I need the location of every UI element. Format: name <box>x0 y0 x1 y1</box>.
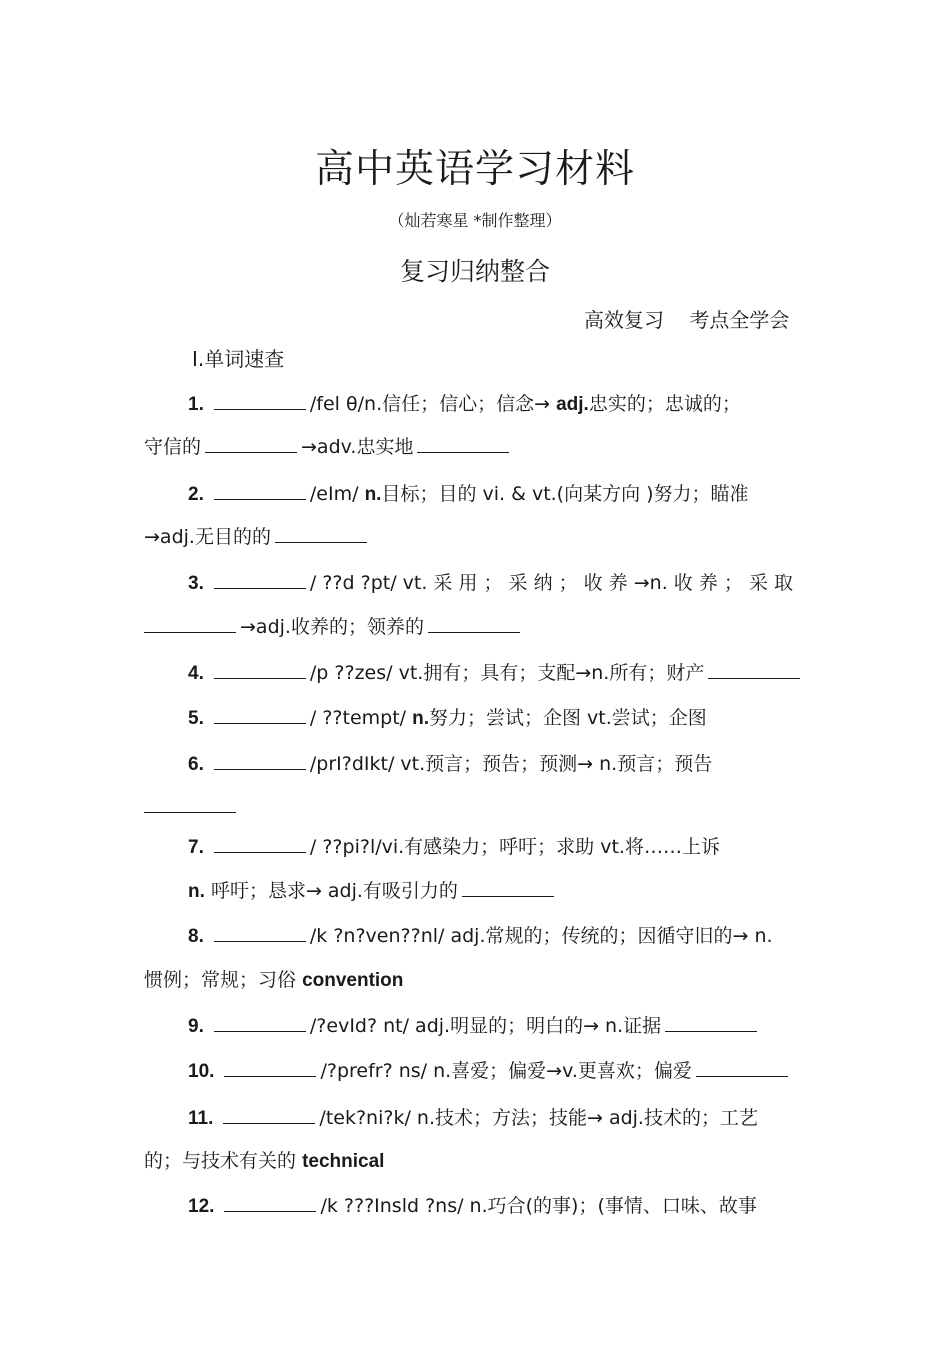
page-subtitle: （灿若寒星 *制作整理） <box>388 211 562 230</box>
answer-blank[interactable] <box>428 614 520 633</box>
answer-blank[interactable] <box>223 1105 315 1124</box>
item-text: /k ???Insld ?ns/ n.巧合(的事)；(事情、口味、故事 <box>320 1195 757 1217</box>
answer-blank[interactable] <box>214 1013 306 1032</box>
answer-blank[interactable] <box>214 391 306 410</box>
item-text: /?evId? nt/ adj.明显的；明白的→ n.证据 <box>309 1015 662 1037</box>
pos-label: adj. <box>556 394 589 415</box>
item-8-line-2 <box>144 965 403 992</box>
answer-blank[interactable] <box>224 1193 316 1212</box>
item-11-line-1 <box>188 1103 758 1130</box>
answer-blank[interactable] <box>708 660 800 679</box>
item-11-line-2 <box>144 1146 384 1173</box>
pos-label: n. <box>364 484 382 505</box>
item-7-line-2 <box>188 876 558 903</box>
item-text: /eIm/ <box>309 483 365 505</box>
item-text: 的；与技术有关的 <box>144 1150 297 1172</box>
item-3-line-2 <box>144 612 524 639</box>
item-12-line-1 <box>188 1191 757 1218</box>
tagline: 高效复习 考点全学会 <box>584 308 790 332</box>
item-6-line-1 <box>188 749 712 776</box>
answer-blank[interactable] <box>696 1058 788 1077</box>
answer-blank[interactable] <box>224 1058 316 1077</box>
item-text: / ??tempt/ <box>309 707 413 729</box>
answer-blank[interactable] <box>275 524 367 543</box>
item-4-line-1 <box>188 658 804 685</box>
item-number: 10. <box>188 1061 215 1082</box>
item-text: →adj.收养的；领养的 <box>240 616 424 638</box>
answer-blank[interactable] <box>214 834 306 853</box>
section-heading: 复习归纳整合 <box>399 257 550 286</box>
answer-blank[interactable] <box>214 660 306 679</box>
item-text: 惯例；常规；习俗 <box>144 969 297 991</box>
item-text: / ??d ?pt/ vt. 采 用 ； 采 纳 ； 收 养 →n. 收 养 ； 采 取 <box>309 572 793 594</box>
item-number: 1. <box>188 394 204 415</box>
item-1-line-1 <box>188 389 741 416</box>
item-8-line-1 <box>188 921 773 948</box>
item-3-line-1 <box>188 568 793 595</box>
answer-blank[interactable] <box>665 1013 757 1032</box>
item-text: →adj.无目的的 <box>144 526 271 548</box>
item-text: →adv.忠实地 <box>301 436 414 458</box>
item-text: /?prefr? ns/ n.喜爱；偏爱→v.更喜欢；偏爱 <box>320 1060 692 1082</box>
answer-blank[interactable] <box>214 705 306 724</box>
item-number: 11. <box>188 1108 214 1129</box>
answer-blank[interactable] <box>144 794 236 813</box>
answer-blank[interactable] <box>462 878 554 897</box>
item-number: 7. <box>188 837 204 858</box>
item-text: / ??pi?l/vi.有感染力；呼吁；求助 vt.将……上诉 <box>309 836 720 858</box>
answer-blank[interactable] <box>417 434 509 453</box>
item-text: 忠实的；忠诚的； <box>588 393 741 415</box>
item-text: /p ??zes/ vt.拥有；具有；支配→n.所有；财产 <box>309 662 705 684</box>
item-number: 6. <box>188 754 204 775</box>
pos-label: n. <box>188 881 205 902</box>
item-number: 8. <box>188 926 204 947</box>
item-number: 3. <box>188 573 204 594</box>
item-5-line-1 <box>188 703 707 730</box>
item-6-line-2 <box>144 794 240 818</box>
item-text: /tek?ni?k/ n.技术；方法；技能→ adj.技术的；工艺 <box>319 1107 758 1129</box>
item-text: /prI?dIkt/ vt.预言；预告；预测→ n.预言；预告 <box>309 753 713 775</box>
answer-word: technical <box>302 1151 385 1172</box>
page-title: 高中英语学习材料 <box>314 147 635 192</box>
answer-blank[interactable] <box>214 570 306 589</box>
item-2-line-2 <box>144 522 371 549</box>
item-7-line-1 <box>188 832 720 859</box>
item-number: 5. <box>188 708 204 729</box>
item-text: 守信的 <box>144 436 202 458</box>
answer-blank[interactable] <box>205 434 297 453</box>
answer-blank[interactable] <box>214 923 306 942</box>
item-text: 努力；尝试；企图 vt.尝试；企图 <box>429 707 707 729</box>
item-text: 目标；目的 vi. & vt.(向某方向 )努力；瞄准 <box>381 483 749 505</box>
pos-label: n. <box>412 708 430 729</box>
answer-blank[interactable] <box>214 481 306 500</box>
answer-blank[interactable] <box>214 751 306 770</box>
item-9-line-1 <box>188 1011 761 1038</box>
item-number: 4. <box>188 663 204 684</box>
item-text: /fel θ/n.信任；信心；信念→ <box>309 393 557 415</box>
section-label: Ⅰ.单词速查 <box>192 347 285 371</box>
item-text: 呼吁；恳求→ adj.有吸引力的 <box>210 880 458 902</box>
item-number: 9. <box>188 1016 204 1037</box>
answer-blank[interactable] <box>144 614 236 633</box>
item-10-line-1 <box>188 1056 792 1083</box>
item-2-line-1 <box>188 479 749 506</box>
item-number: 12. <box>188 1196 215 1217</box>
item-text: /k ?n?ven??nl/ adj.常规的；传统的；因循守旧的→ n. <box>309 925 773 947</box>
item-number: 2. <box>188 484 204 505</box>
answer-word: convention <box>302 970 404 991</box>
item-1-line-2 <box>144 432 513 459</box>
